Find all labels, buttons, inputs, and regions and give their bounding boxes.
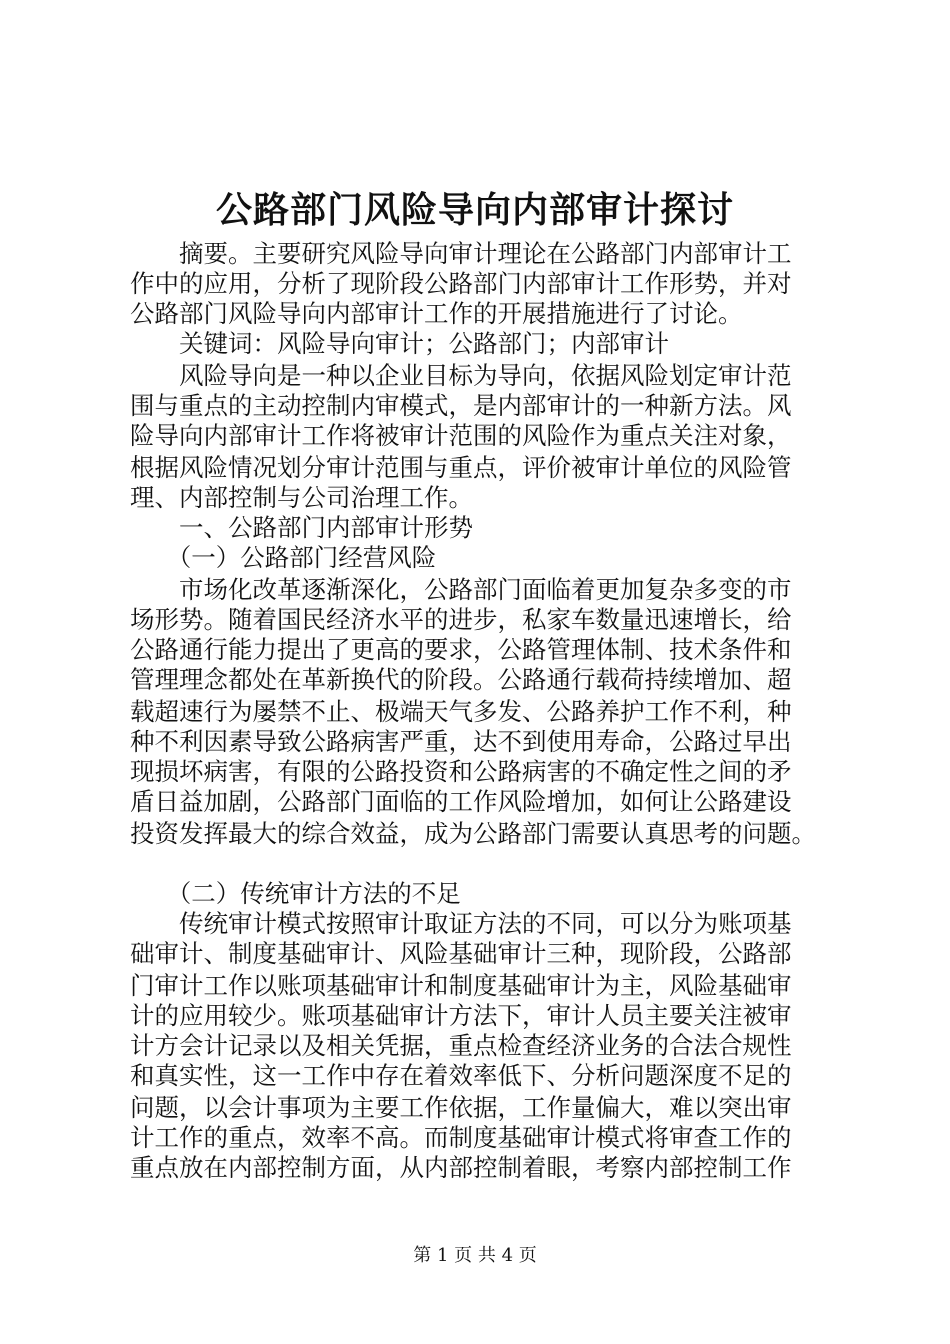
text-line: 问题，以会计事项为主要工作依据，工作量偏大，难以突出审 — [130, 1093, 792, 1122]
subsection-heading: （二）传统审计方法的不足 — [130, 879, 461, 908]
text-line: 重点放在内部控制方面，从内部控制着眼，考察内部控制工作 — [130, 1153, 792, 1182]
text-line: 风险导向是一种以企业目标为导向，依据风险划定审计范 — [130, 361, 792, 390]
text-line: 计工作的重点，效率不高。而制度基础审计模式将审查工作的 — [130, 1123, 792, 1152]
text-line: 理、内部控制与公司治理工作。 — [130, 483, 473, 512]
text-line: 投资发挥最大的综合效益，成为公路部门需要认真思考的问题。 — [130, 819, 816, 848]
text-line: 公路部门风险导向内部审计工作的开展措施进行了讨论。 — [130, 299, 743, 328]
text-line: 围与重点的主动控制内审模式，是内部审计的一种新方法。风 — [130, 391, 792, 420]
text-line: 门审计工作以账项基础审计和制度基础审计为主，风险基础审 — [130, 971, 792, 1000]
text-line: 盾日益加剧，公路部门面临的工作风险增加，如何让公路建设 — [130, 787, 792, 816]
text-line: 市场化改革逐渐深化，公路部门面临着更加复杂多变的市 — [130, 575, 792, 604]
document-title: 公路部门风险导向内部审计探讨 — [215, 189, 734, 231]
text-line: 摘要。主要研究风险导向审计理论在公路部门内部审计工 — [130, 239, 792, 268]
page-footer: 第 1 页 共 4 页 — [413, 1245, 537, 1266]
text-line: 公路通行能力提出了更高的要求，公路管理体制、技术条件和 — [130, 635, 792, 664]
text-line: 作中的应用，分析了现阶段公路部门内部审计工作形势，并对 — [130, 269, 792, 298]
subsection-heading: （一）公路部门经营风险 — [130, 543, 437, 572]
section-heading: 一、公路部门内部审计形势 — [130, 513, 473, 542]
text-line: 管理理念都处在革新换代的阶段。公路通行载荷持续增加、超 — [130, 665, 792, 694]
text-line: 和真实性，这一工作中存在着效率低下、分析问题深度不足的 — [130, 1061, 792, 1090]
text-line: 计的应用较少。账项基础审计方法下，审计人员主要关注被审 — [130, 1001, 792, 1030]
text-line: 计方会计记录以及相关凭据，重点检查经济业务的合法合规性 — [130, 1031, 792, 1060]
text-line: 险导向内部审计工作将被审计范围的风险作为重点关注对象， — [130, 421, 792, 450]
text-line: 场形势。随着国民经济水平的进步，私家车数量迅速增长，给 — [130, 605, 792, 634]
text-line: 载超速行为屡禁不止、极端天气多发、公路养护工作不利，种 — [130, 697, 792, 726]
text-line: 础审计、制度基础审计、风险基础审计三种，现阶段，公路部 — [130, 939, 792, 968]
text-line: 根据风险情况划分审计范围与重点，评价被审计单位的风险管 — [130, 453, 792, 482]
text-line: 传统审计模式按照审计取证方法的不同，可以分为账项基 — [130, 909, 792, 938]
text-line: 关键词：风险导向审计；公路部门；内部审计 — [130, 329, 669, 358]
text-line: 现损坏病害，有限的公路投资和公路病害的不确定性之间的矛 — [130, 757, 792, 786]
text-line: 种不利因素导致公路病害严重，达不到使用寿命，公路过早出 — [130, 727, 792, 756]
